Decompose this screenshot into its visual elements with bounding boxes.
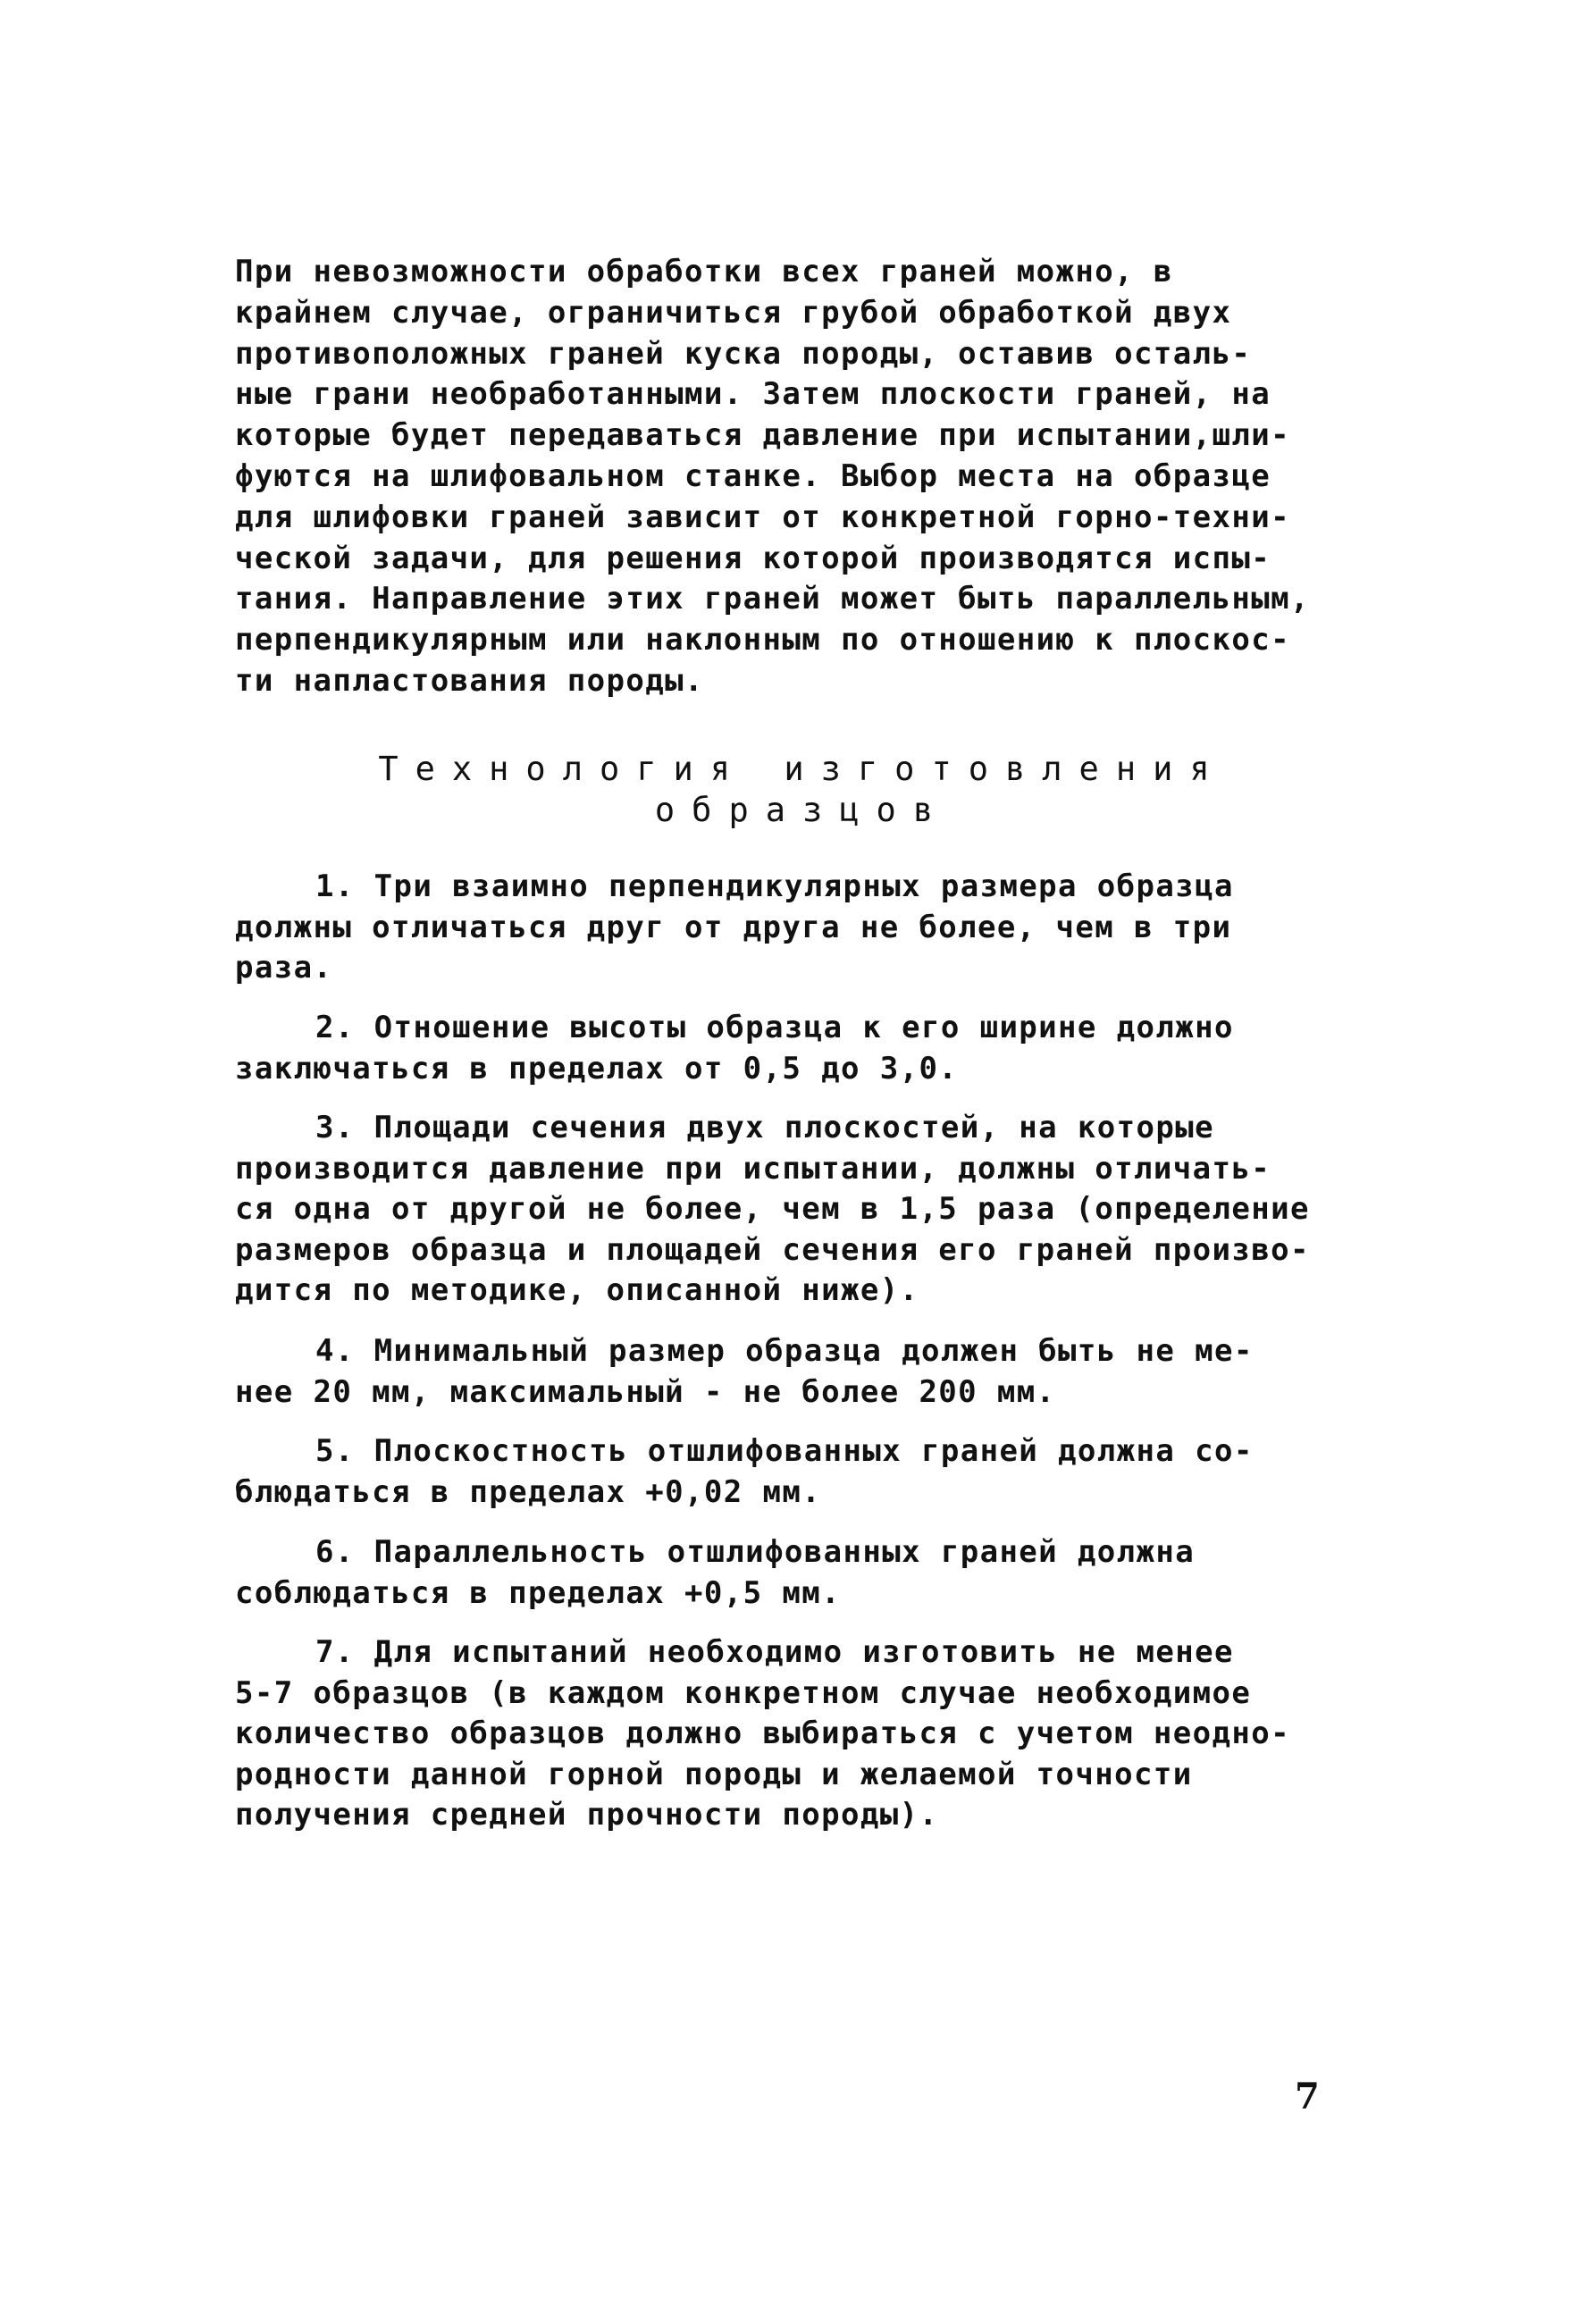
intro-line: для шлифовки граней зависит от конкретной горно-техни- (235, 499, 1290, 535)
list-item-line: заключаться в пределах от 0,5 до 3,0. (235, 1050, 959, 1086)
list-item-line: 2. Отношение высоты образца к его ширине должно (315, 1010, 1234, 1045)
intro-paragraph (235, 252, 1370, 702)
section-heading-line-1: Технология изготовления (378, 750, 1227, 788)
list-item-line: получения средней прочности породы). (235, 1797, 939, 1833)
page-number: 7 (1295, 2076, 1320, 2118)
intro-line: которые будет передаваться давление при испытании,шли- (235, 417, 1290, 454)
intro-line: тания. Направление этих граней может быть параллельным, (235, 581, 1310, 617)
list-item-line: производится давление при испытании, должны отличать- (235, 1150, 1271, 1187)
intro-line: фуются на шлифовальном станке. Выбор места на образце (235, 457, 1271, 494)
list-item-1 (235, 867, 1388, 989)
list-item-4 (235, 1331, 1388, 1413)
list-item-line: раза. (235, 950, 333, 986)
list-item-5 (235, 1431, 1388, 1513)
list-item-line: размеров образца и площадей сечения его граней произво- (235, 1231, 1310, 1268)
intro-line: противоположных граней куска породы, оставив осталь- (235, 335, 1252, 372)
list-item-line: 3. Площади сечения двух плоскостей, на которые (315, 1110, 1215, 1145)
section-heading-line-2: образцов (654, 791, 951, 829)
list-item-line: 5. Плоскостность отшлифованных граней должна со- (315, 1433, 1254, 1469)
intro-line: ные грани необработанными. Затем плоскости граней, на (235, 376, 1271, 413)
list-item-line: соблюдаться в пределах +0,5 мм. (235, 1574, 841, 1611)
list-item-line: ся одна от другой не более, чем в 1,5 раза (определение (235, 1191, 1310, 1227)
list-item-line: родности данной горной породы и желаемой точности (235, 1756, 1193, 1792)
list-item-6 (235, 1532, 1388, 1614)
list-item-line: должны отличаться друг от друга не более, чем в три (235, 909, 1232, 945)
list-item-2 (235, 1008, 1388, 1089)
list-item-line: 1. Три взаимно перпендикулярных размера образца (315, 868, 1234, 904)
list-item-7 (235, 1632, 1388, 1836)
intro-line: крайнем случае, ограничиться грубой обработкой двух (235, 294, 1232, 331)
intro-line: ти напластования породы. (235, 662, 704, 699)
intro-line: перпендикулярным или наклонным по отношению к плоскос- (235, 622, 1290, 659)
list-item-line: 5-7 образцов (в каждом конкретном случае необходимое (235, 1674, 1252, 1711)
intro-line: При невозможности обработки всех граней можно, в (235, 254, 1173, 289)
list-item-line: нее 20 мм, максимальный - не более 200 мм. (235, 1373, 1056, 1410)
list-item-line: количество образцов должно выбираться с учетом неодно- (235, 1716, 1290, 1751)
list-item-line: 7. Для испытаний необходимо изготовить не менее (315, 1634, 1234, 1670)
list-item-line: дится по методике, описанной ниже). (235, 1272, 919, 1308)
list-item-line: блюдаться в пределах +0,02 мм. (235, 1473, 822, 1510)
list-item-line: 4. Минимальный размер образца должен быть не ме- (315, 1333, 1254, 1369)
list-item-3 (235, 1108, 1388, 1312)
intro-line: ческой задачи, для решения которой производятся испы- (235, 540, 1271, 576)
list-item-line: 6. Параллельность отшлифованных граней должна (315, 1534, 1196, 1570)
